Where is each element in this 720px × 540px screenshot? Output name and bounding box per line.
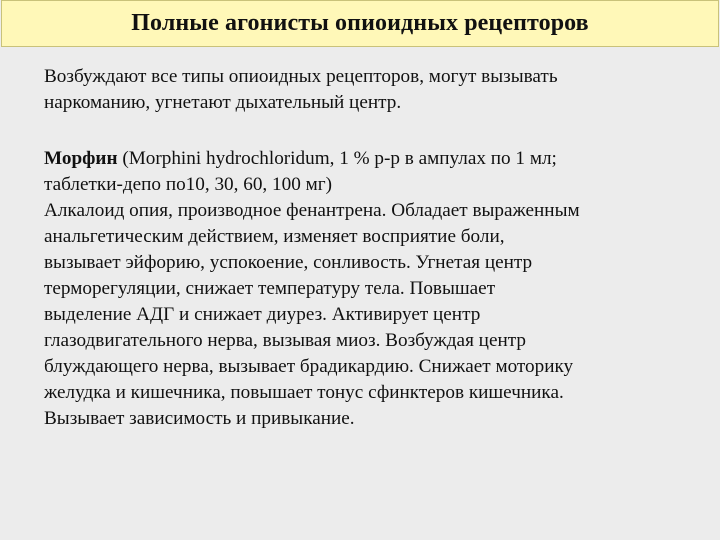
morphine-line: анальгетическим действием, изменяет восприятие боли, — [44, 226, 505, 247]
title-banner — [1, 0, 719, 47]
morphine-line: терморегуляции, снижает температуру тела. Повышает — [44, 278, 496, 299]
intro-line: Возбуждают все типы опиоидных рецепторов, могут вызывать — [44, 66, 558, 87]
slide-body — [44, 64, 720, 432]
drug-name-details: (Morphini hydrochloridum, 1 % р-р в ампулах по 1 мл; — [117, 148, 557, 169]
drug-name-morphine: Морфин — [44, 148, 118, 169]
page-title: Полные агонисты опиоидных рецепторов — [131, 10, 589, 36]
morphine-line: желудка и кишечника, повышает тонус сфинктеров кишечника. — [44, 382, 564, 403]
morphine-line: Вызывает зависимость и привыкание. — [44, 408, 355, 429]
paragraph-spacer — [44, 116, 720, 146]
intro-line: наркоманию, угнетают дыхательный центр. — [44, 92, 402, 113]
morphine-line: Алкалоид опия, производное фенантрена. Обладает выраженным — [44, 200, 580, 221]
morphine-line: таблетки-депо по10, 30, 60, 100 мг) — [44, 174, 332, 195]
morphine-heading-line — [44, 146, 720, 172]
morphine-line: глазодвигательного нерва, вызывая миоз. Возбуждая центр — [44, 330, 526, 351]
morphine-line: вызывает эйфорию, успокоение, сонливость. Угнетая центр — [44, 252, 533, 273]
intro-paragraph — [44, 64, 720, 116]
morphine-paragraph — [44, 146, 720, 432]
morphine-line: выделение АДГ и снижает диурез. Активирует центр — [44, 304, 481, 325]
morphine-line: блуждающего нерва, вызывает брадикардию. Снижает моторику — [44, 356, 574, 377]
